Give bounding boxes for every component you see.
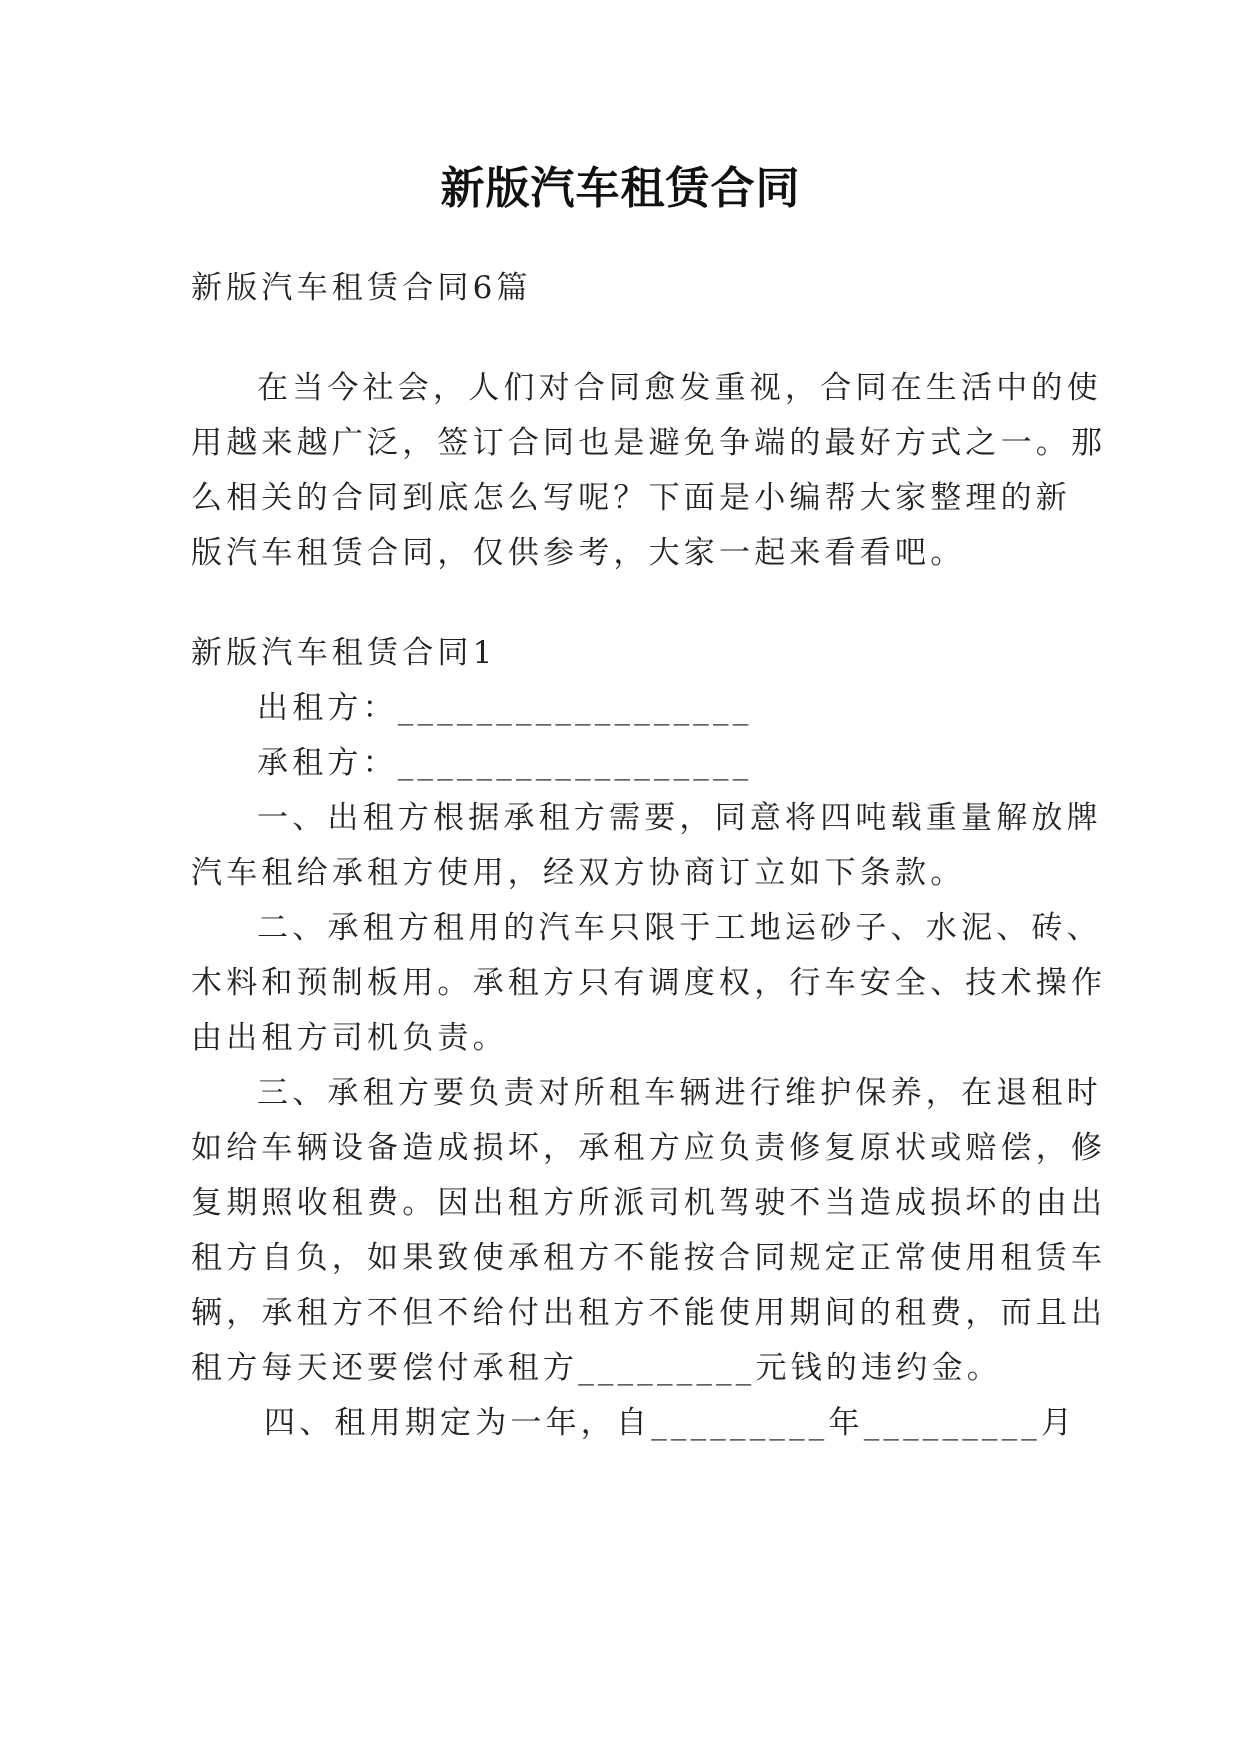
intro-line: 版汽车租赁合同，仅供参考，大家一起来看看吧。 xyxy=(191,535,966,571)
clause-3-line: 三、承租方要负责对所租车辆进行维护保养，在退租时 xyxy=(257,1075,1102,1111)
clause-3-line: 复期照收租费。因出租方所派司机驾驶不当造成损坏的由出 xyxy=(191,1185,1107,1221)
intro-line: 么相关的合同到底怎么写呢？下面是小编帮大家整理的新 xyxy=(191,480,1071,516)
intro-line: 用越来越广泛，签订合同也是避免争端的最好方式之一。那 xyxy=(191,425,1107,461)
clause-3-line: 如给车辆设备造成损坏，承租方应负责修复原状或赔偿，修 xyxy=(191,1130,1107,1166)
section-heading: 新版汽车租赁合同1 xyxy=(191,635,497,671)
lessor-field: 出租方：__________________ xyxy=(257,690,753,726)
lessee-field: 承租方：__________________ xyxy=(257,745,753,781)
clause-2-line: 由出租方司机负责。 xyxy=(191,1020,508,1056)
clause-3-line: 租方每天还要偿付承租方_________元钱的违约金。 xyxy=(191,1350,1002,1386)
clause-2-line: 木料和预制板用。承租方只有调度权，行车安全、技术操作 xyxy=(191,965,1107,1001)
clause-4-line: 四、租用期定为一年，自_________年_________月 xyxy=(264,1405,1077,1441)
clause-1-line: 汽车租给承租方使用，经双方协商订立如下条款。 xyxy=(191,855,966,891)
clause-2-line: 二、承租方租用的汽车只限于工地运砂子、水泥、砖、 xyxy=(257,910,1102,946)
document-subtitle: 新版汽车租赁合同6篇 xyxy=(191,270,532,306)
document-title: 新版汽车租赁合同 xyxy=(440,163,801,214)
intro-line: 在当今社会，人们对合同愈发重视，合同在生活中的使 xyxy=(257,370,1102,406)
clause-3-line: 辆，承租方不但不给付出租方不能使用期间的租费，而且出 xyxy=(191,1295,1107,1331)
clause-1-line: 一、出租方根据承租方需要，同意将四吨载重量解放牌 xyxy=(257,800,1102,836)
clause-3-line: 租方自负，如果致使承租方不能按合同规定正常使用租赁车 xyxy=(191,1240,1107,1276)
